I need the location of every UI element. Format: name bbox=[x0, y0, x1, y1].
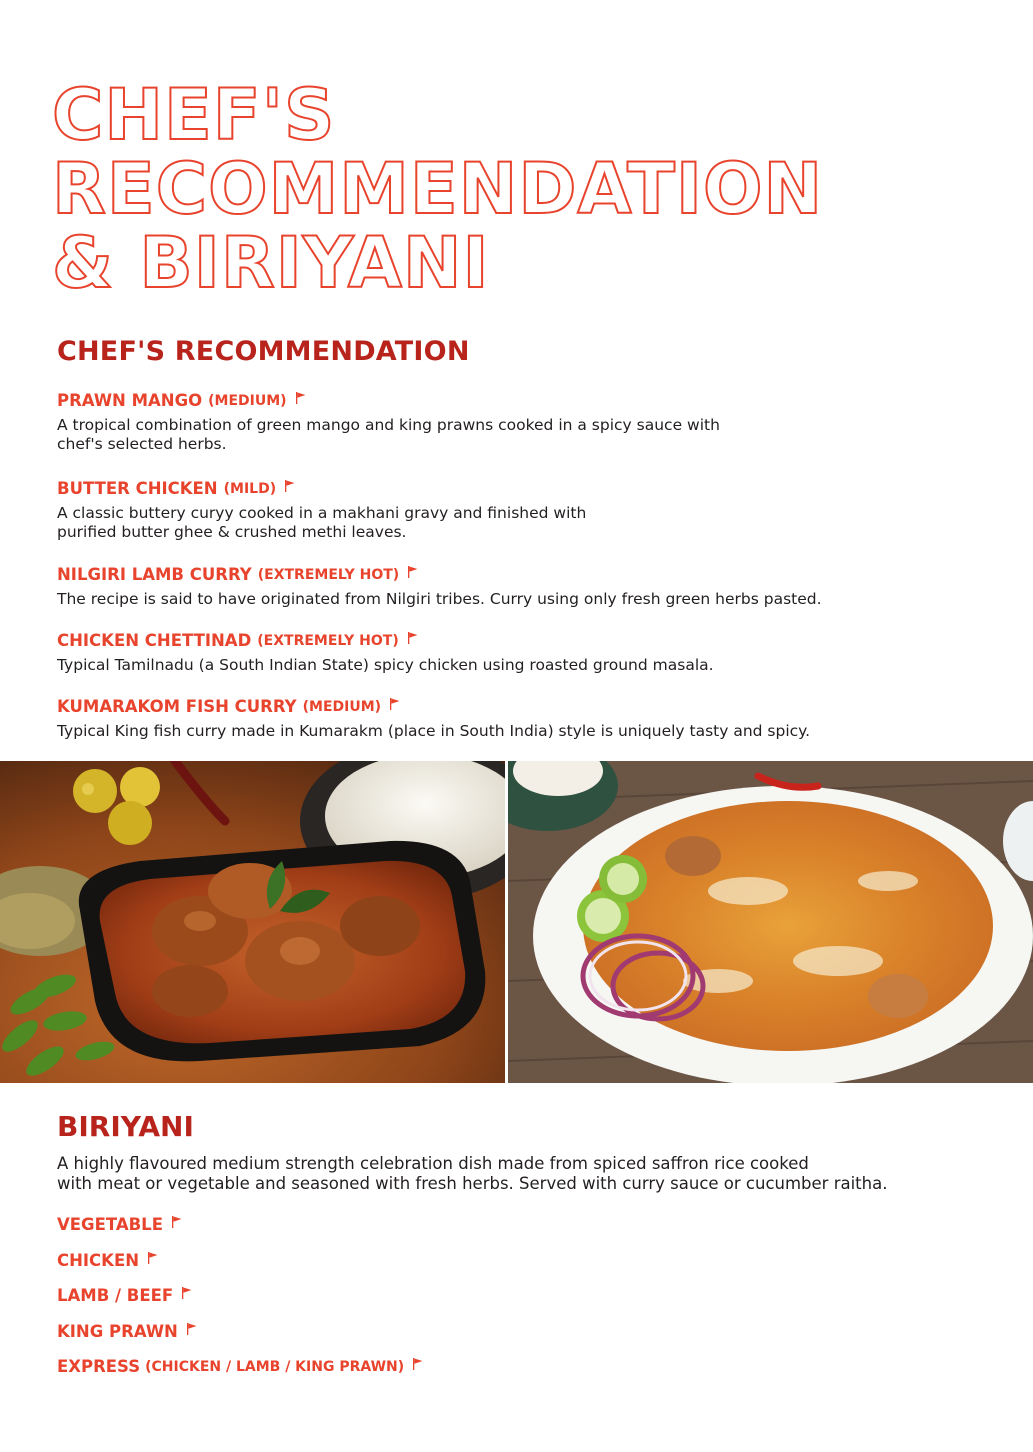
flag-icon bbox=[171, 1216, 183, 1228]
biriyani-photo bbox=[508, 761, 1033, 1083]
flag-icon bbox=[407, 566, 419, 578]
dish-item bbox=[57, 564, 957, 630]
dish-name: NILGIRI LAMB CURRY bbox=[57, 565, 252, 584]
dish-item bbox=[57, 478, 957, 564]
option-name: EXPRESS bbox=[57, 1357, 141, 1376]
title-line-2: RECOMMENDATION bbox=[52, 148, 824, 230]
spice-level: (MEDIUM) bbox=[302, 699, 382, 715]
biriyani-description: A highly flavoured medium strength celebration dish made from spiced saffron rice cooked with meat or vegetable and seasoned with fresh herbs. Served with curry sauce or cucumber raitha. bbox=[57, 1154, 888, 1193]
biriyani-option bbox=[57, 1250, 424, 1286]
option-name: CHICKEN bbox=[57, 1250, 140, 1270]
spice-level: (MEDIUM) bbox=[208, 393, 287, 409]
chefs-dish-list bbox=[57, 390, 957, 741]
biriyani-option bbox=[57, 1285, 424, 1321]
dish-name: KUMARAKOM FISH CURRY bbox=[57, 697, 297, 716]
dish-description: Typical King fish curry made in Kumarakm (place in South India) style is uniquely tasty and spicy. bbox=[57, 722, 811, 740]
biriyani-option bbox=[57, 1356, 424, 1392]
dish-description: A classic buttery curyy cooked in a makhani gravy and finished with purified butter ghee & crushed methi leaves. bbox=[57, 504, 587, 541]
chicken-curry-photo bbox=[0, 761, 505, 1083]
dish-description: A tropical combination of green mango and king prawns cooked in a spicy sauce with chef's selected herbs. bbox=[57, 416, 720, 453]
dish-description: Typical Tamilnadu (a South Indian State) spicy chicken using roasted ground masala. bbox=[57, 656, 714, 674]
option-qualifier: (CHICKEN / LAMB / KING PRAWN) bbox=[145, 1359, 405, 1375]
spice-level: (EXTREMELY HOT) bbox=[257, 633, 399, 649]
flag-icon bbox=[412, 1358, 424, 1370]
option-name: KING PRAWN bbox=[57, 1321, 178, 1341]
curry-dish-illustration bbox=[0, 761, 505, 1083]
dish-item bbox=[57, 630, 957, 696]
dish-name: PRAWN MANGO bbox=[57, 391, 203, 410]
biriyani-option bbox=[57, 1321, 424, 1357]
title-line-3: & BIRIYANI bbox=[52, 222, 490, 304]
flag-icon bbox=[389, 698, 401, 710]
flag-icon bbox=[407, 632, 419, 644]
option-name: LAMB / BEEF bbox=[57, 1286, 174, 1305]
chefs-recommendation-heading: CHEF'S RECOMMENDATION bbox=[57, 336, 470, 367]
title-line-1: CHEF'S bbox=[52, 74, 336, 156]
dish-name: CHICKEN CHETTINAD bbox=[57, 631, 252, 650]
flag-icon bbox=[295, 392, 307, 404]
flag-icon bbox=[181, 1287, 193, 1299]
flag-icon bbox=[147, 1252, 159, 1264]
biriyani-option bbox=[57, 1214, 424, 1250]
flag-icon bbox=[186, 1323, 198, 1335]
dish-name: BUTTER CHICKEN bbox=[57, 479, 218, 498]
biriyani-plate-illustration bbox=[508, 761, 1033, 1083]
option-name: VEGETABLE bbox=[57, 1215, 163, 1234]
biriyani-options-list bbox=[57, 1214, 424, 1392]
spice-level: (EXTREMELY HOT) bbox=[257, 567, 400, 583]
dish-description: The recipe is said to have originated from Nilgiri tribes. Curry using only fresh green herbs pasted. bbox=[57, 590, 822, 608]
dish-item bbox=[57, 390, 957, 478]
dish-item bbox=[57, 696, 957, 741]
menu-page-title bbox=[52, 74, 824, 304]
flag-icon bbox=[284, 480, 296, 492]
biriyani-heading: BIRIYANI bbox=[57, 1110, 194, 1143]
spice-level: (MILD) bbox=[223, 481, 277, 497]
